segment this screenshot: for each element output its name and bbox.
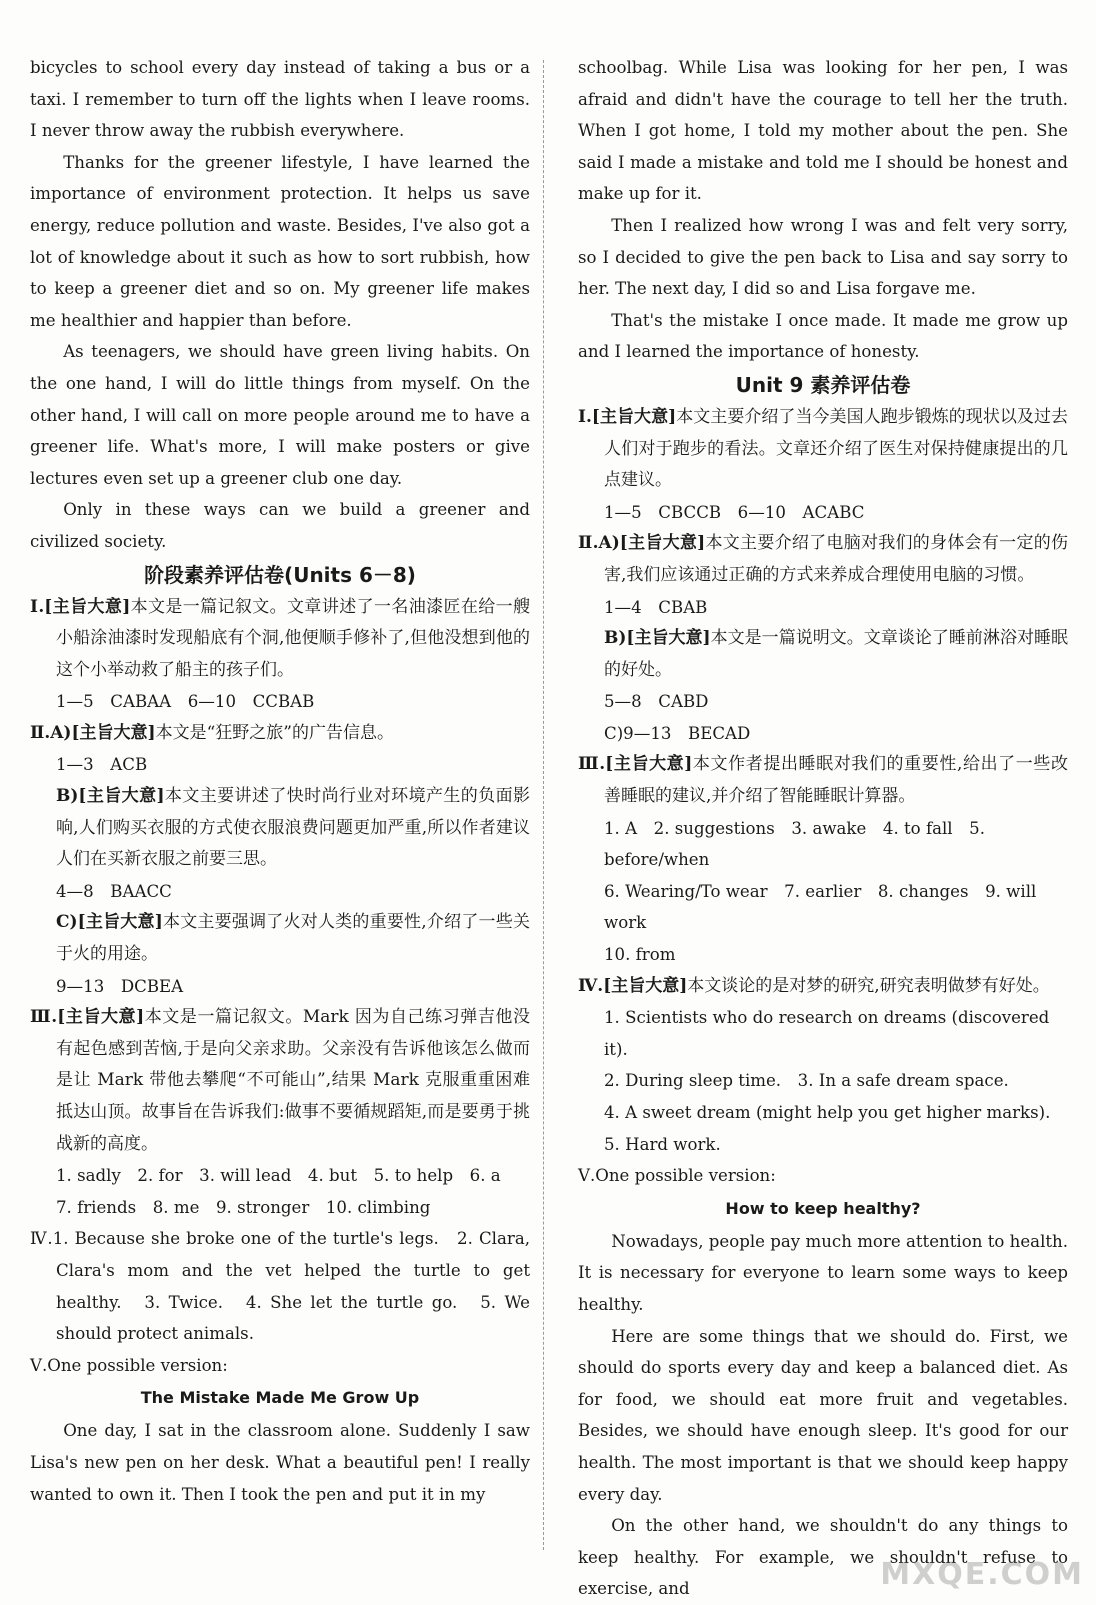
essay-paragraph: Here are some things that we should do. First, we should do sports every day and keep a balanced diet. As for food, we should eat more fruit and vegetables. Besides, we should have enough sleep. It's good for our health. The most important is that we should keep happy every day. <box>578 1326 1068 1504</box>
answer-line: 6. Wearing/To wear 7. earlier 8. changes 9. will work <box>604 881 1037 933</box>
summary-tag: Ⅲ.[主旨大意] <box>30 1007 145 1028</box>
left-column <box>30 52 530 1510</box>
question-summary <box>578 402 1068 497</box>
answer-line: C)9—13 BECAD <box>604 723 751 743</box>
summary-text: 本文主要讲述了快时尚行业对环境产生的负面影响,人们购买衣服的方式使衣服浪费问题更加严重,所以作者建议人们在买新衣服之前要三思。 <box>56 786 531 870</box>
answer-line: 7. friends 8. me 9. stronger 10. climbing <box>56 1197 431 1217</box>
answer-line: 1—4 CBAB <box>604 597 708 617</box>
section-title: Unit 9 素养评估卷 <box>735 372 911 397</box>
answer-line: 1. sadly 2. for 3. will lead 4. but 5. to help 6. a <box>56 1166 501 1186</box>
summary-tag: Ⅲ.[主旨大意] <box>578 754 693 775</box>
answer-line: 1. A 2. suggestions 3. awake 4. to fall 5. before/when <box>604 818 986 870</box>
column-divider <box>543 60 544 1550</box>
question-summary <box>578 971 1068 1003</box>
essay-paragraph: On the other hand, we shouldn't do any things to keep healthy. For example, we shouldn't refuse to exercise, and <box>578 1516 1068 1599</box>
answer-line: 10. from <box>604 945 676 965</box>
summary-text: 本文是一篇记叙文。文章讲述了一名油漆匠在给一艘小船涂油漆时发现船底有个洞,他便顺手修补了,但他没想到他的这个小举动救了船主的孩子们。 <box>56 596 530 680</box>
summary-tag: B)[主旨大意] <box>56 786 165 807</box>
answer-line: 9—13 DCBEA <box>56 976 184 996</box>
summary-text: 本文是一篇记叙文。Mark 因为自己练习弹吉他没有起色感到苦恼,于是向父亲求助。父亲没有告诉他该怎么做而是让 Mark 带他去攀爬“不可能山”,结果 Mark 克服重重困难抵达山顶。故事旨在告诉我们:做事不要循规蹈矩,而是要勇于挑战新的高度。 <box>56 1007 530 1154</box>
essay-title: How to keep healthy? <box>725 1198 921 1218</box>
summary-tag: Ⅳ.[主旨大意] <box>578 975 688 996</box>
answer-line: 4—8 BAACC <box>56 881 172 901</box>
summary-tag: C)[主旨大意] <box>56 912 163 933</box>
essay-paragraph: One day, I sat in the classroom alone. Suddenly I saw Lisa's new pen on her desk. What a beautiful pen! I really wanted to own it. Then I took the pen and put it in my <box>30 1421 530 1504</box>
essay-paragraph: As teenagers, we should have green living habits. On the one hand, I will do little things from myself. On the other hand, I will call on more people around me to have a greener life. What's more, I will make posters or give lectures even set up a greener club one day. <box>30 342 530 488</box>
answer-line: 1—5 CBCCB 6—10 ACABC <box>604 502 865 522</box>
question-answers: Ⅳ.1. Because she broke one of the turtle's legs. 2. Clara, Clara's mom and the vet helped the turtle to get healthy. 3. Twice. 4. She let the turtle go. 5. We should protect animals. <box>30 1229 530 1344</box>
question-summary <box>30 718 530 750</box>
question-summary <box>30 1002 530 1160</box>
writing-label: Ⅴ.One possible version: <box>578 1166 776 1186</box>
summary-text: 本文谈论的是对梦的研究,研究表明做梦有好处。 <box>687 975 1050 996</box>
answer-line: 5. Hard work. <box>604 1134 721 1154</box>
answer-line: 4. A sweet dream (might help you get higher marks). <box>604 1103 1051 1122</box>
summary-tag: Ⅰ.[主旨大意] <box>578 406 677 427</box>
essay-title: The Mistake Made Me Grow Up <box>140 1388 420 1408</box>
question-summary <box>578 623 1068 686</box>
essay-paragraph: Then I realized how wrong I was and felt very sorry, so I decided to give the pen back to Lisa and say sorry to her. The next day, I did so and Lisa forgave me. <box>578 215 1068 299</box>
essay-paragraph: Only in these ways can we build a greener and civilized society. <box>30 500 530 551</box>
answer-line: 5—8 CABD <box>604 692 709 712</box>
question-summary <box>578 749 1068 812</box>
question-summary <box>30 907 530 970</box>
essay-continuation-paragraph: schoolbag. While Lisa was looking for her pen, I was afraid and didn't have the courage to tell her the truth. When I got home, I told my mother about the pen. She said I made a mistake and told me I should be honest and make up for it. <box>578 58 1068 204</box>
summary-text: 本文主要介绍了当今美国人跑步锻炼的现状以及过去人们对于跑步的看法。文章还介绍了医生对保持健康提出的几点建议。 <box>604 406 1068 491</box>
answer-line: 1—3 ACB <box>56 755 148 775</box>
site-watermark: MXQE.COM <box>880 1557 1084 1592</box>
summary-text: 本文是一篇说明文。文章谈论了睡前淋浴对睡眠的好处。 <box>604 628 1069 680</box>
essay-paragraph: Thanks for the greener lifestyle, I have learned the importance of environment protection. It helps us save energy, reduce pollution and waste. Besides, I've also got a lot of knowledge about it such as how to sort rubbish, how to keep a greener diet and so on. My greener life makes me healthier and happier than before. <box>30 152 530 330</box>
question-summary <box>578 528 1068 591</box>
summary-text: 本文作者提出睡眠对我们的重要性,给出了一些改善睡眠的建议,并介绍了智能睡眠计算器。 <box>604 754 1068 807</box>
answer-line: 1—5 CABAA 6—10 CCBAB <box>56 692 315 712</box>
answer-line: 2. During sleep time. 3. In a safe dream space. <box>604 1071 1009 1091</box>
summary-tag: B)[主旨大意] <box>604 628 711 649</box>
essay-paragraph: Nowadays, people pay much more attention to health. It is necessary for everyone to learn some ways to keep healthy. <box>578 1231 1068 1314</box>
writing-label: Ⅴ.One possible version: <box>30 1355 228 1375</box>
summary-text: 本文是“狂野之旅”的广告信息。 <box>155 722 394 743</box>
answer-line: 1. Scientists who do research on dreams (discovered it). <box>604 1008 1050 1059</box>
summary-tag: Ⅱ.A)[主旨大意] <box>578 533 706 554</box>
section-title: 阶段素养评估卷(Units 6－8) <box>144 562 416 587</box>
right-column <box>578 52 1068 1605</box>
summary-text: 本文主要强调了火对人类的重要性,介绍了一些关于火的用途。 <box>56 912 530 965</box>
question-summary <box>30 781 530 876</box>
question-summary <box>30 592 530 687</box>
summary-tag: Ⅰ.[主旨大意] <box>30 596 131 617</box>
summary-tag: Ⅱ.A)[主旨大意] <box>30 722 156 743</box>
summary-text: 本文主要介绍了电脑对我们的身体会有一定的伤害,我们应该通过正确的方式来养成合理使用电脑的习惯。 <box>604 533 1068 585</box>
essay-continuation-paragraph: bicycles to school every day instead of taking a bus or a taxi. I remember to turn off the lights when I leave rooms. I never throw away the rubbish everywhere. <box>30 58 530 141</box>
essay-paragraph: That's the mistake I once made. It made me grow up and I learned the importance of honesty. <box>578 310 1068 362</box>
